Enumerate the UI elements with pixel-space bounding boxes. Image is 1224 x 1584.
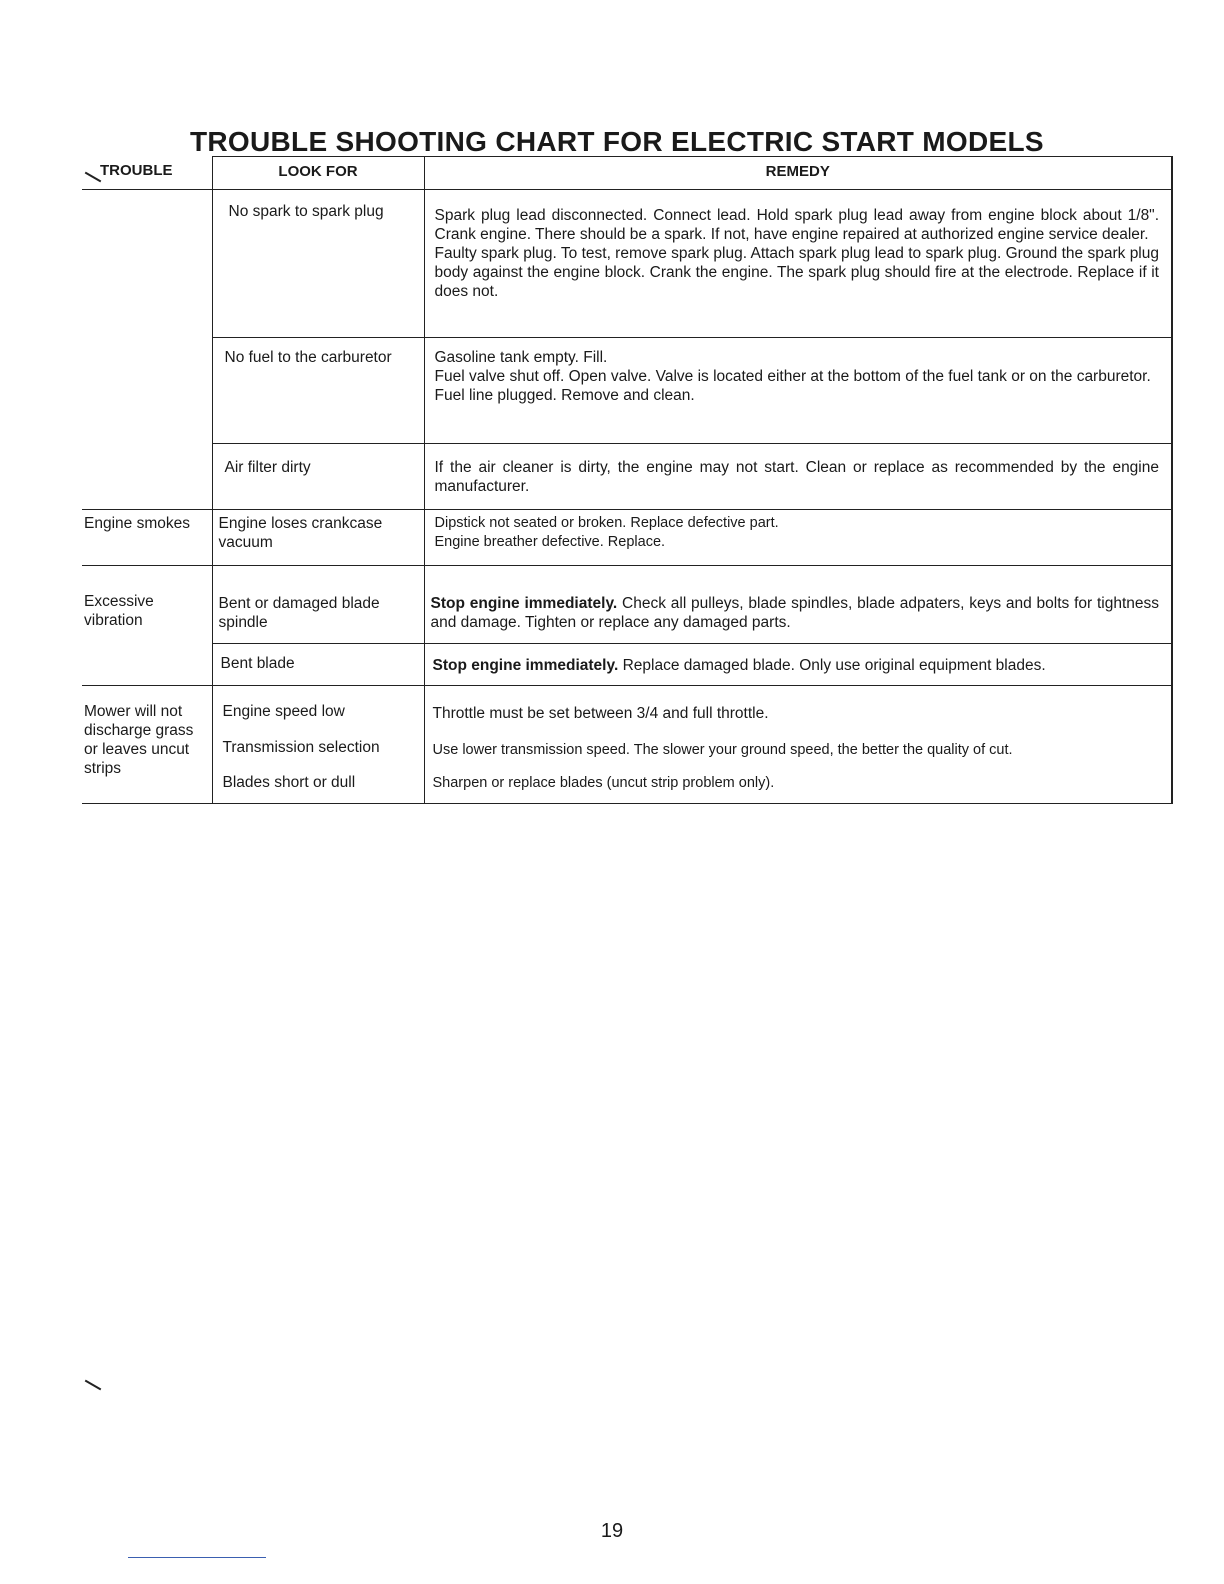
trouble-table bbox=[82, 156, 1173, 804]
remedy-line: Fuel line plugged. Remove and clean. bbox=[434, 387, 695, 404]
look-for-cell bbox=[212, 338, 424, 444]
page-title: TROUBLE SHOOTING CHART FOR ELECTRIC START MODELS bbox=[190, 126, 1044, 157]
look-for-text: Blades short or dull bbox=[222, 774, 356, 791]
header-look-for: LOOK FOR bbox=[212, 157, 424, 190]
remedy-line: Replace damaged blade. Only use original equipment blades. bbox=[622, 657, 1046, 674]
remedy-line: Dipstick not seated or broken. Replace defective part. bbox=[434, 515, 779, 531]
trouble-cell bbox=[82, 644, 212, 686]
look-for-cell bbox=[212, 644, 424, 686]
remedy-warning: Stop engine immediately. bbox=[432, 657, 619, 674]
remedy-cell bbox=[424, 510, 1172, 566]
scan-mark bbox=[85, 1380, 102, 1391]
remedy-cell bbox=[424, 444, 1172, 510]
look-for-text: Bent blade bbox=[220, 655, 295, 672]
look-for-text: No spark to spark plug bbox=[228, 203, 384, 220]
page-number: 19 bbox=[600, 1520, 624, 1542]
look-for-text: Engine speed low bbox=[222, 703, 345, 720]
look-for-text: Bent or damaged blade spindle bbox=[218, 595, 380, 631]
look-for-text: Air filter dirty bbox=[224, 459, 311, 476]
look-for-cell bbox=[212, 444, 424, 510]
remedy-line: Use lower transmission speed. The slower your ground speed, the better the quality of cut. bbox=[432, 742, 1013, 758]
trouble-cell: Mower will not discharge grass or leaves uncut strips bbox=[82, 686, 212, 804]
remedy-cell bbox=[424, 338, 1172, 444]
remedy-line: Fuel valve shut off. Open valve. Valve is located either at the bottom of the fuel tank or on the carburetor. bbox=[434, 368, 1151, 385]
remedy-cell bbox=[424, 566, 1172, 644]
remedy-line: Engine breather defective. Replace. bbox=[434, 534, 666, 550]
table-row bbox=[82, 566, 1172, 644]
look-for-cell bbox=[212, 566, 424, 644]
trouble-cell: Excessive vibration bbox=[82, 566, 212, 644]
remedy-line: Faulty spark plug. To test, remove spark plug. Attach spark plug lead to spark plug. Ground the spark plug body against the engine block. Crank the engine. The spark plug should fire at the electrode. Replace if it does not. bbox=[434, 245, 1159, 300]
remedy-line: If the air cleaner is dirty, the engine may not start. Clean or replace as recommended by the engine manufacturer. bbox=[434, 459, 1159, 495]
trouble-cell bbox=[82, 444, 212, 510]
footer-rule bbox=[128, 1557, 266, 1558]
remedy-warning: Stop engine immediately. bbox=[430, 595, 618, 612]
look-for-cell bbox=[212, 686, 424, 804]
remedy-line: Spark plug lead disconnected. Connect lead. Hold spark plug lead away from engine block about 1/8". Crank engine. There should be a spark. If not, have engine repaired at authorized engine service dealer. bbox=[434, 207, 1159, 243]
remedy-cell bbox=[424, 190, 1172, 338]
table-row bbox=[82, 338, 1172, 444]
look-for-text: No fuel to the carburetor bbox=[224, 349, 392, 366]
table-row bbox=[82, 686, 1172, 804]
trouble-cell bbox=[82, 338, 212, 444]
remedy-line: Check all pulleys, blade spindles, blade adpaters, keys and bolts for tightness and damage. Tighten or replace any damaged parts. bbox=[430, 595, 1159, 631]
header-row bbox=[82, 157, 1172, 190]
remedy-cell bbox=[424, 644, 1172, 686]
trouble-cell bbox=[82, 190, 212, 338]
look-for-cell bbox=[212, 510, 424, 566]
header-remedy: REMEDY bbox=[424, 157, 1172, 190]
table-row bbox=[82, 444, 1172, 510]
table-row bbox=[82, 190, 1172, 338]
remedy-line: Gasoline tank empty. Fill. bbox=[434, 349, 608, 366]
look-for-text: Transmission selection bbox=[222, 739, 380, 756]
look-for-text: Engine loses crankcase vacuum bbox=[218, 515, 383, 551]
trouble-shooting-chart bbox=[82, 156, 1172, 804]
table-row bbox=[82, 510, 1172, 566]
remedy-cell bbox=[424, 686, 1172, 804]
trouble-cell: Engine smokes bbox=[82, 510, 212, 566]
look-for-cell bbox=[212, 190, 424, 338]
header-trouble: TROUBLE bbox=[82, 157, 212, 190]
remedy-line: Throttle must be set between 3/4 and full throttle. bbox=[432, 705, 769, 722]
table-row bbox=[82, 644, 1172, 686]
remedy-line: Sharpen or replace blades (uncut strip problem only). bbox=[432, 775, 775, 791]
